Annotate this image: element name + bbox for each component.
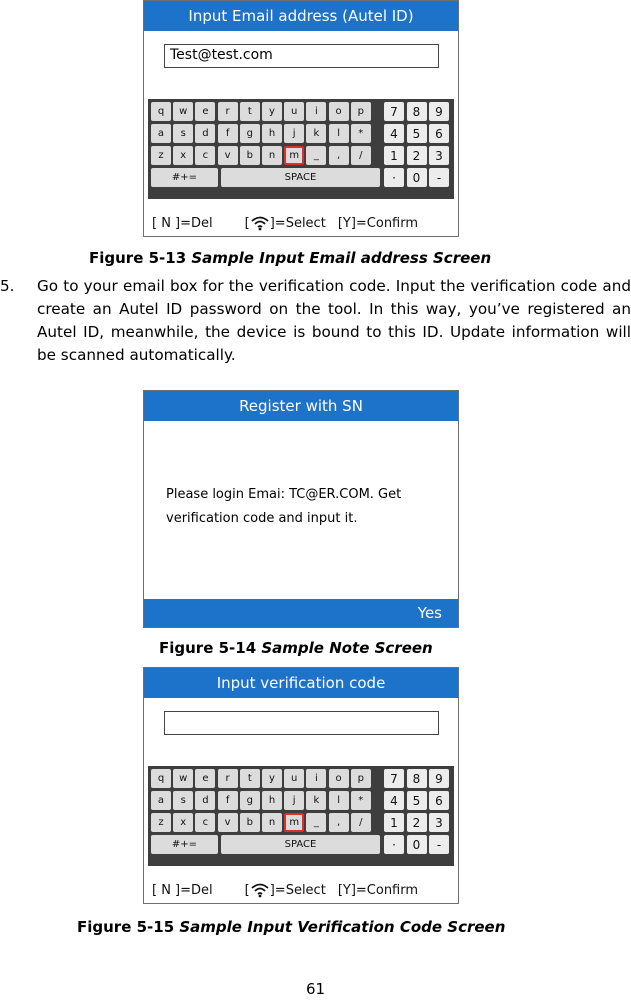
key-row2-4[interactable]: g	[240, 791, 260, 810]
keyboard	[148, 99, 454, 199]
key-row1-9[interactable]: p	[351, 102, 371, 121]
key-row1-6[interactable]: u	[284, 102, 304, 121]
key-row2-0[interactable]: a	[151, 124, 171, 143]
key-row3-0[interactable]: z	[151, 813, 171, 832]
key-row3-3[interactable]: v	[218, 813, 238, 832]
numpad-key-3-0[interactable]: ·	[384, 835, 404, 854]
key-row2-1[interactable]: s	[173, 791, 193, 810]
numpad-key-1-2[interactable]: 6	[429, 124, 449, 143]
symbols-key[interactable]: #+=	[151, 168, 218, 187]
key-row3-2[interactable]: c	[195, 813, 215, 832]
numpad-key-2-1[interactable]: 2	[407, 146, 427, 165]
key-row1-3[interactable]: r	[218, 769, 238, 788]
key-row1-0[interactable]: q	[151, 102, 171, 121]
numpad-key-3-2[interactable]: -	[429, 168, 449, 187]
numpad-key-0-0[interactable]: 7	[384, 102, 404, 121]
key-row2-5[interactable]: h	[262, 791, 282, 810]
key-row2-8[interactable]: l	[329, 124, 349, 143]
key-row2-2[interactable]: d	[195, 124, 215, 143]
note-screen-title: Register with SN	[144, 391, 458, 421]
numpad-key-2-0[interactable]: 1	[384, 813, 404, 832]
key-row2-8[interactable]: l	[329, 791, 349, 810]
key-row2-1[interactable]: s	[173, 124, 193, 143]
email-screen	[143, 0, 459, 237]
key-row3-8[interactable]: ,	[329, 813, 349, 832]
key-row3-0[interactable]: z	[151, 146, 171, 165]
numpad-key-2-2[interactable]: 3	[429, 813, 449, 832]
key-row3-9[interactable]: /	[351, 813, 371, 832]
key-row1-3[interactable]: r	[218, 102, 238, 121]
select-hint-open: [	[244, 882, 250, 898]
key-row1-2[interactable]: e	[195, 769, 215, 788]
numpad-key-2-0[interactable]: 1	[384, 146, 404, 165]
select-hint-close: ]=Select	[269, 215, 326, 231]
yes-button[interactable]: Yes	[144, 599, 458, 627]
key-row2-6[interactable]: j	[284, 791, 304, 810]
note-screen	[143, 390, 459, 628]
key-row1-2[interactable]: e	[195, 102, 215, 121]
key-row3-5[interactable]: n	[262, 813, 282, 832]
key-row1-1[interactable]: w	[173, 769, 193, 788]
figure-13-label: Figure 5-13	[89, 249, 192, 267]
key-row2-6[interactable]: j	[284, 124, 304, 143]
numpad-key-1-0[interactable]: 4	[384, 791, 404, 810]
del-hint: [ N ]=Del	[152, 882, 213, 898]
key-row2-5[interactable]: h	[262, 124, 282, 143]
keyboard	[148, 766, 454, 866]
key-row1-1[interactable]: w	[173, 102, 193, 121]
key-row3-6[interactable]: m	[284, 146, 304, 165]
key-row1-4[interactable]: t	[240, 102, 260, 121]
numpad-key-0-2[interactable]: 9	[429, 769, 449, 788]
key-row3-6[interactable]: m	[284, 813, 304, 832]
step-number: 5.	[0, 277, 15, 295]
confirm-hint: [Y]=Confirm	[337, 215, 419, 231]
step-5-paragraph	[0, 275, 631, 370]
numpad-key-3-1[interactable]: 0	[407, 168, 427, 187]
select-hint-open: [	[244, 215, 250, 231]
key-row1-4[interactable]: t	[240, 769, 260, 788]
verification-screen-title: Input verification code	[144, 668, 458, 698]
key-row1-5[interactable]: y	[262, 769, 282, 788]
figure-15-title: Sample Input Verification Code Screen	[179, 918, 506, 936]
key-row1-5[interactable]: y	[262, 102, 282, 121]
numpad-key-1-0[interactable]: 4	[384, 124, 404, 143]
numpad-key-1-2[interactable]: 6	[429, 791, 449, 810]
key-row2-9[interactable]: *	[351, 124, 371, 143]
key-hints	[152, 880, 418, 900]
key-row3-3[interactable]: v	[218, 146, 238, 165]
numpad-key-0-1[interactable]: 8	[407, 102, 427, 121]
figure-14-title: Sample Note Screen	[261, 639, 433, 657]
figure-14-caption	[159, 639, 433, 657]
key-row3-4[interactable]: b	[240, 813, 260, 832]
key-row3-1[interactable]: x	[173, 146, 193, 165]
select-hint-close: ]=Select	[269, 882, 326, 898]
email-screen-title: Input Email address (Autel ID)	[144, 1, 458, 31]
figure-15-caption	[77, 918, 505, 936]
note-message	[166, 483, 446, 531]
key-row1-6[interactable]: u	[284, 769, 304, 788]
numpad-key-1-1[interactable]: 5	[407, 791, 427, 810]
key-row2-3[interactable]: f	[218, 124, 238, 143]
key-row3-4[interactable]: b	[240, 146, 260, 165]
figure-14-label: Figure 5-14	[159, 639, 262, 657]
note-line-2: verification code and input it.	[166, 511, 358, 526]
key-row3-5[interactable]: n	[262, 146, 282, 165]
key-row3-7[interactable]: _	[306, 146, 326, 165]
space-key[interactable]: SPACE	[221, 835, 380, 854]
key-row3-8[interactable]: ,	[329, 146, 349, 165]
key-row3-7[interactable]: _	[306, 813, 326, 832]
numpad-key-3-0[interactable]: ·	[384, 168, 404, 187]
key-row2-0[interactable]: a	[151, 791, 171, 810]
key-row1-8[interactable]: o	[329, 102, 349, 121]
numpad-key-3-2[interactable]: -	[429, 835, 449, 854]
wifi-icon	[250, 882, 270, 898]
key-row3-2[interactable]: c	[195, 146, 215, 165]
del-hint: [ N ]=Del	[152, 215, 213, 231]
key-row1-9[interactable]: p	[351, 769, 371, 788]
figure-13-caption	[89, 249, 491, 267]
step-text: Go to your email box for the verification code. Input the verification code and create an Autel ID password on the tool. In this way, you’ve registered an Autel ID, meanwhile, the device is bound to this ID. Update information will be scanned automatically.	[37, 277, 631, 364]
page-number: 61	[305, 980, 326, 998]
numpad-key-0-1[interactable]: 8	[407, 769, 427, 788]
symbols-key[interactable]: #+=	[151, 835, 218, 854]
figure-15-label: Figure 5-15	[77, 918, 180, 936]
numpad-key-3-1[interactable]: 0	[407, 835, 427, 854]
key-row2-9[interactable]: *	[351, 791, 371, 810]
wifi-icon	[250, 215, 270, 231]
email-input[interactable]: Test@test.com	[164, 44, 439, 68]
key-row2-7[interactable]: k	[306, 791, 326, 810]
key-row2-3[interactable]: f	[218, 791, 238, 810]
key-row1-0[interactable]: q	[151, 769, 171, 788]
numpad-key-0-2[interactable]: 9	[429, 102, 449, 121]
key-row1-8[interactable]: o	[329, 769, 349, 788]
verification-screen	[143, 667, 459, 904]
numpad-key-0-0[interactable]: 7	[384, 769, 404, 788]
key-row2-4[interactable]: g	[240, 124, 260, 143]
note-line-1: Please login Emai: TC@ER.COM. Get	[166, 487, 402, 502]
key-row1-7[interactable]: i	[306, 102, 326, 121]
figure-13-title: Sample Input Email address Screen	[191, 249, 492, 267]
key-hints	[152, 213, 418, 233]
key-row3-1[interactable]: x	[173, 813, 193, 832]
verification-code-input[interactable]	[164, 711, 439, 735]
key-row1-7[interactable]: i	[306, 769, 326, 788]
key-row3-9[interactable]: /	[351, 146, 371, 165]
space-key[interactable]: SPACE	[221, 168, 380, 187]
numpad-key-2-1[interactable]: 2	[407, 813, 427, 832]
numpad-key-2-2[interactable]: 3	[429, 146, 449, 165]
confirm-hint: [Y]=Confirm	[337, 882, 419, 898]
key-row2-7[interactable]: k	[306, 124, 326, 143]
key-row2-2[interactable]: d	[195, 791, 215, 810]
numpad-key-1-1[interactable]: 5	[407, 124, 427, 143]
